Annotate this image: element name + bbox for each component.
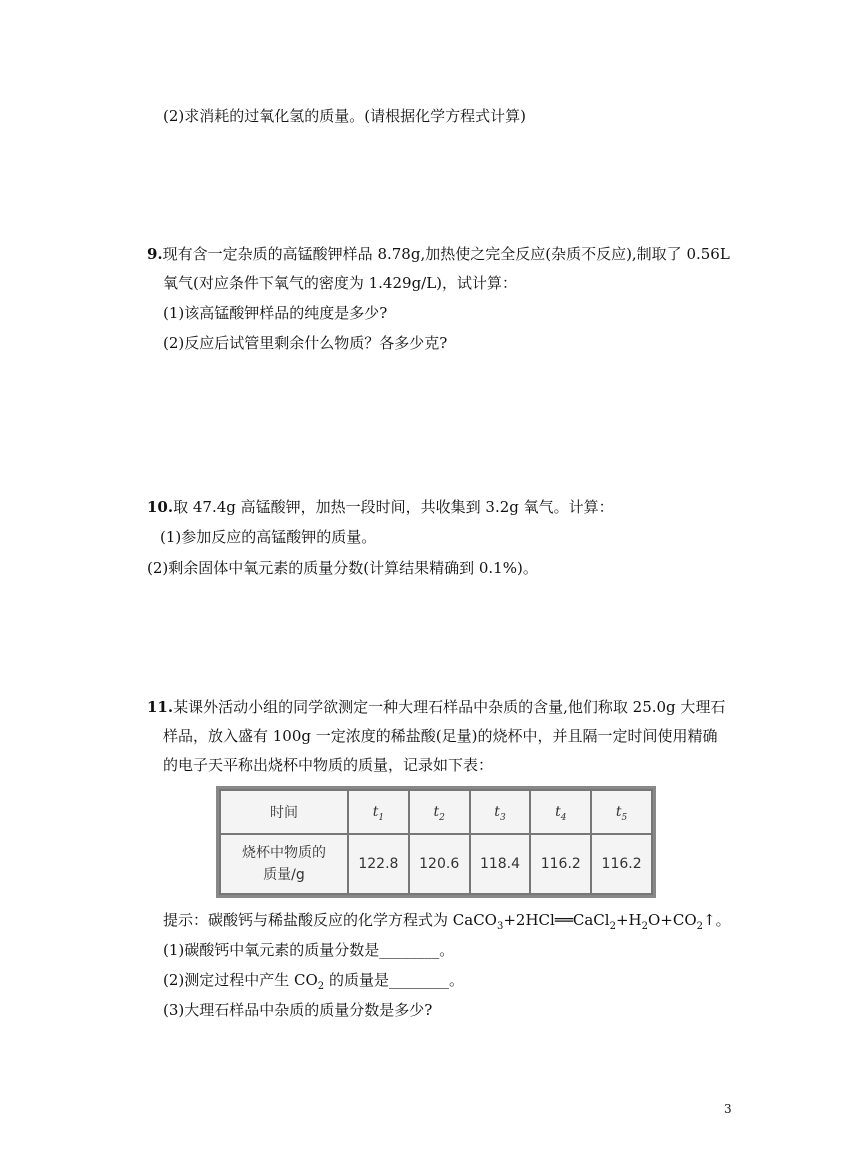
hint-b: +2HCl══CaCl [503,911,610,929]
table-mass-label-a: 烧杯中物质的 [242,845,326,861]
q11-text1: 某课外活动小组的同学欲测定一种大理石样品中杂质的含量,他们称取 25.0g 大理石 [173,698,726,716]
table-mass-1: 122.8 [348,834,409,894]
q9-line1 [147,244,730,264]
table-mass-label-b: 质量/g [263,867,305,883]
hint-a: 提示：碳酸钙与稀盐酸反应的化学方程式为 CaCO [163,911,497,929]
q11-line3: 的电子天平称出烧杯中物质的质量，记录如下表： [163,756,494,774]
q11-line1 [147,697,725,717]
table-mass-2: 120.6 [409,834,470,894]
q10-number: 10. [147,498,174,516]
q11-part2-a: (2)测定过程中产生 CO [163,971,318,989]
q9-part1: (1)该高锰酸钾样品的纯度是多少? [163,304,388,322]
q11-hint: 提示：碳酸钙与稀盐酸反应的化学方程式为 $CaCO_3+2HCl══CaCl_2+H_2O+CO_2↑$。 [163,911,731,932]
q9-number: 9. [147,245,163,263]
table-time-4: $t_4$ [530,790,591,834]
q10-text1: 取 47.4g 高锰酸钾，加热一段时间，共收集到 3.2g 氧气。计算： [173,498,614,516]
q9-part2: (2)反应后试管里剩余什么物质？各多少克? [163,334,448,352]
table-mass-4: 116.2 [530,834,591,894]
table-header-time: 时间 [220,790,348,834]
table-time-3: $t_3$ [470,790,531,834]
q11-part1: (1)碳酸钙中氧元素的质量分数是________。 [163,941,455,959]
table-header-mass [220,834,348,894]
q11-number: 11. [147,698,174,716]
hint-d: O+CO [647,911,697,929]
table-time-5: $t_5$ [591,790,652,834]
page-number: 3 [724,1102,732,1116]
q10-part2: (2)剩余固体中氧元素的质量分数(计算结果精确到 0.1%)。 [147,559,538,577]
hint-e: ↑。 [703,911,731,929]
table-mass-5: 116.2 [591,834,652,894]
q11-part2-b: 的质量是________。 [324,971,464,989]
q8-part2: (2)求消耗的过氧化氢的质量。(请根据化学方程式计算) [163,107,526,125]
hint-c: +H [615,911,642,929]
q10-part1: (1)参加反应的高锰酸钾的质量。 [160,528,377,546]
table-time-1: $t_1$ [348,790,409,834]
table-mass-3: 118.4 [470,834,531,894]
q11-part3: (3)大理石样品中杂质的质量分数是多少? [163,1001,433,1019]
q10-line1 [147,497,614,517]
q11-line2: 样品，放入盛有 100g 一定浓度的稀盐酸(足量)的烧杯中，并且隔一定时间使用精确 [163,727,718,745]
q9-text1: 现有含一定杂质的高锰酸钾样品 8.78g,加热使之完全反应(杂质不反应),制取了 0.56L [162,245,730,263]
q9-line2: 氧气(对应条件下氧气的密度为 1.429g/L)，试计算： [163,274,518,292]
q11-part2: (2)测定过程中产生 $CO_2$ 的质量是________。 [163,971,464,992]
table-time-2: $t_2$ [409,790,470,834]
mass-table [216,786,656,898]
